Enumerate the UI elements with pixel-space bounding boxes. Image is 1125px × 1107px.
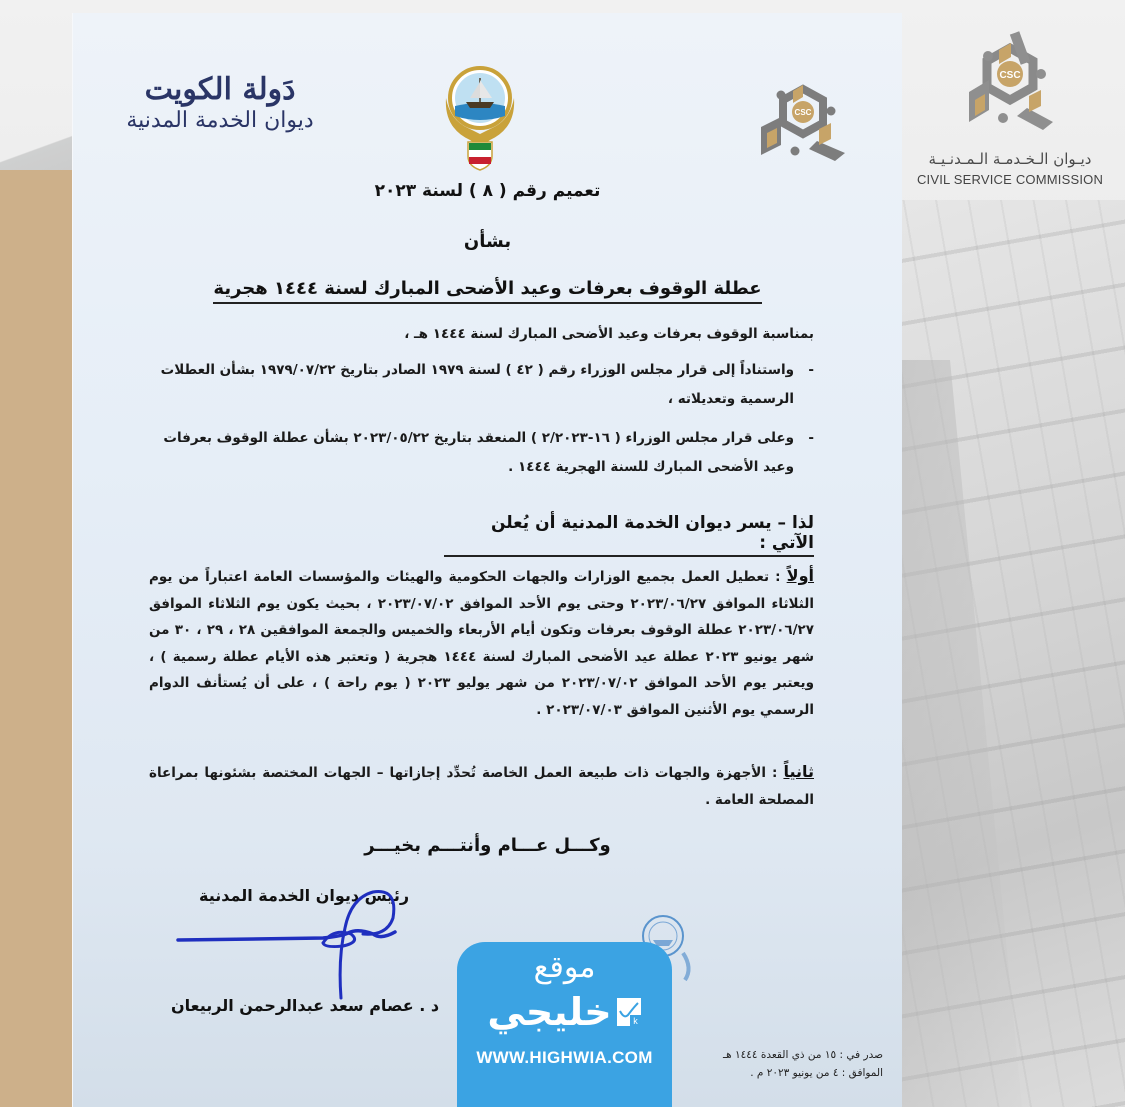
csc-brand: [915, 30, 1105, 187]
item-lead: أولاً: [786, 566, 814, 585]
issue-date-gregorian: الموافق : ٤ من يونيو ٢٠٢٣ م .: [750, 1067, 883, 1079]
watermark-site-label: موقع: [533, 950, 596, 985]
references-list: [154, 356, 814, 492]
reference-item: [154, 356, 814, 414]
occasion-paragraph: بمناسبة الوقوف بعرفات وعيد الأضحى المبارك لسنة ١٤٤٤ هـ ،: [404, 326, 814, 342]
concerning-label: بشأن: [463, 231, 512, 252]
brand-name-arabic: ديـوان الـخـدمـة الـمـدنـيـة: [928, 150, 1092, 168]
circular-title: تعميم رقم ( ٨ ) لسنة ٢٠٢٣: [374, 181, 601, 201]
issue-date-hijri: صدر في : ١٥ من ذي القعدة ١٤٤٤ هـ: [723, 1049, 883, 1061]
item-second: [149, 759, 814, 813]
brand-name-english: CIVIL SERVICE COMMISSION: [916, 172, 1104, 187]
watermark-name-row: [457, 990, 672, 1034]
background-tan-panel: [0, 170, 80, 1107]
announcement-heading: لذا – يسر ديوان الخدمة المدنية أن يُعلن الآتي :: [444, 513, 814, 557]
reference-text: وعلى قرار مجلس الوزراء ( ١٦-٢/٢٠٢٣ ) المنعقد بتاريخ ٢٠٢٣/٠٥/٢٢ بشأن عطلة الوقوف بعرفات وعيد الأضحى المبارك للسنة الهجرية ١٤٤٤ .: [163, 430, 794, 475]
csc-document-logo-icon: [753, 75, 853, 165]
issue-date-block: [703, 1046, 883, 1082]
kuwait-emblem-icon: [440, 58, 520, 173]
website-watermark-badge: [457, 942, 672, 1107]
checkmark-k-logo-icon: [616, 997, 642, 1027]
csc-logo-icon: [955, 30, 1065, 140]
state-name: دَولة الكويت: [144, 72, 296, 107]
reference-item: [154, 424, 814, 482]
subject-heading: [73, 278, 902, 299]
subject-text: عطلة الوقوف بعرفات وعيد الأضحى المبارك لسنة ١٤٤٤ هجرية: [213, 278, 761, 304]
reference-text: واستناداً إلى قرار مجلس الوزراء رقم ( ٤٢ ) لسنة ١٩٧٩ الصادر بتاريخ ١٩٧٩/٠٧/٢٢ بشأن العطلات الرسمية وتعديلاته ،: [160, 362, 794, 407]
signatory-title: رئيس ديوان الخدمة المدنية: [199, 886, 410, 905]
watermark-site-name: خليجي: [487, 990, 612, 1034]
svg-text:CSC: CSC: [999, 70, 1021, 81]
signatory-name: د . عصام سعد عبدالرحمن الربيعان: [171, 996, 440, 1015]
closing-greeting: وكـــل عـــام وأنتـــم بخيـــر: [364, 835, 611, 856]
svg-text:k: k: [632, 1016, 638, 1026]
handwritten-signature-icon: [173, 888, 403, 1008]
watermark-url: WWW.HIGHWIA.COM: [476, 1048, 653, 1067]
bullet-dash: -: [808, 430, 814, 446]
bullet-dash: -: [808, 362, 814, 378]
commission-name-calligraphy: ديوان الخدمة المدنية: [126, 108, 314, 133]
item-first: [149, 563, 814, 723]
svg-text:CSC: CSC: [794, 108, 812, 117]
letterhead-state: [125, 73, 315, 135]
item-text: : تعطيل العمل بجميع الوزارات والجهات الحكومية والهيئات والمؤسسات العامة اعتباراً من يوم الثلاثاء الموافق ٢٠٢٣/٠٦/٢٧ وحتى يوم الأحد الموافق ٢٠٢٣/٠٧/٠٢ ، بحيث يكون يوم الثلاثاء الموافق ٢٠٢٣/٠٦/٢٧ عطلة الوقوف بعرفات وتكون أيام الأربعاء والخميس والجمعة الموافقين ٢٨ ، ٢٩ ، ٣٠ من شهر يونيو ٢٠٢٣ عطلة عيد الأضحى المبارك لسنة ١٤٤٤ هجرية ( وتعتبر هذه الأيام عطلة رسمية ) ، ويعتبر يوم الأحد الموافق ٢٠٢٣/٠٧/٠٢ من شهر يوليو ٢٠٢٣ ( يوم راحة ) ، على أن يُستأنف الدوام الرسمي يوم الأثنين الموافق ٢٠٢٣/٠٧/٠٣ .: [149, 569, 815, 718]
item-text: : الأجهزة والجهات ذات طبيعة العمل الخاصة تُحدِّد إجازاتها – الجهات المختصة بشئونها بمراعاة المصلحة العامة .: [149, 765, 814, 808]
item-lead: ثانياً: [783, 762, 814, 781]
